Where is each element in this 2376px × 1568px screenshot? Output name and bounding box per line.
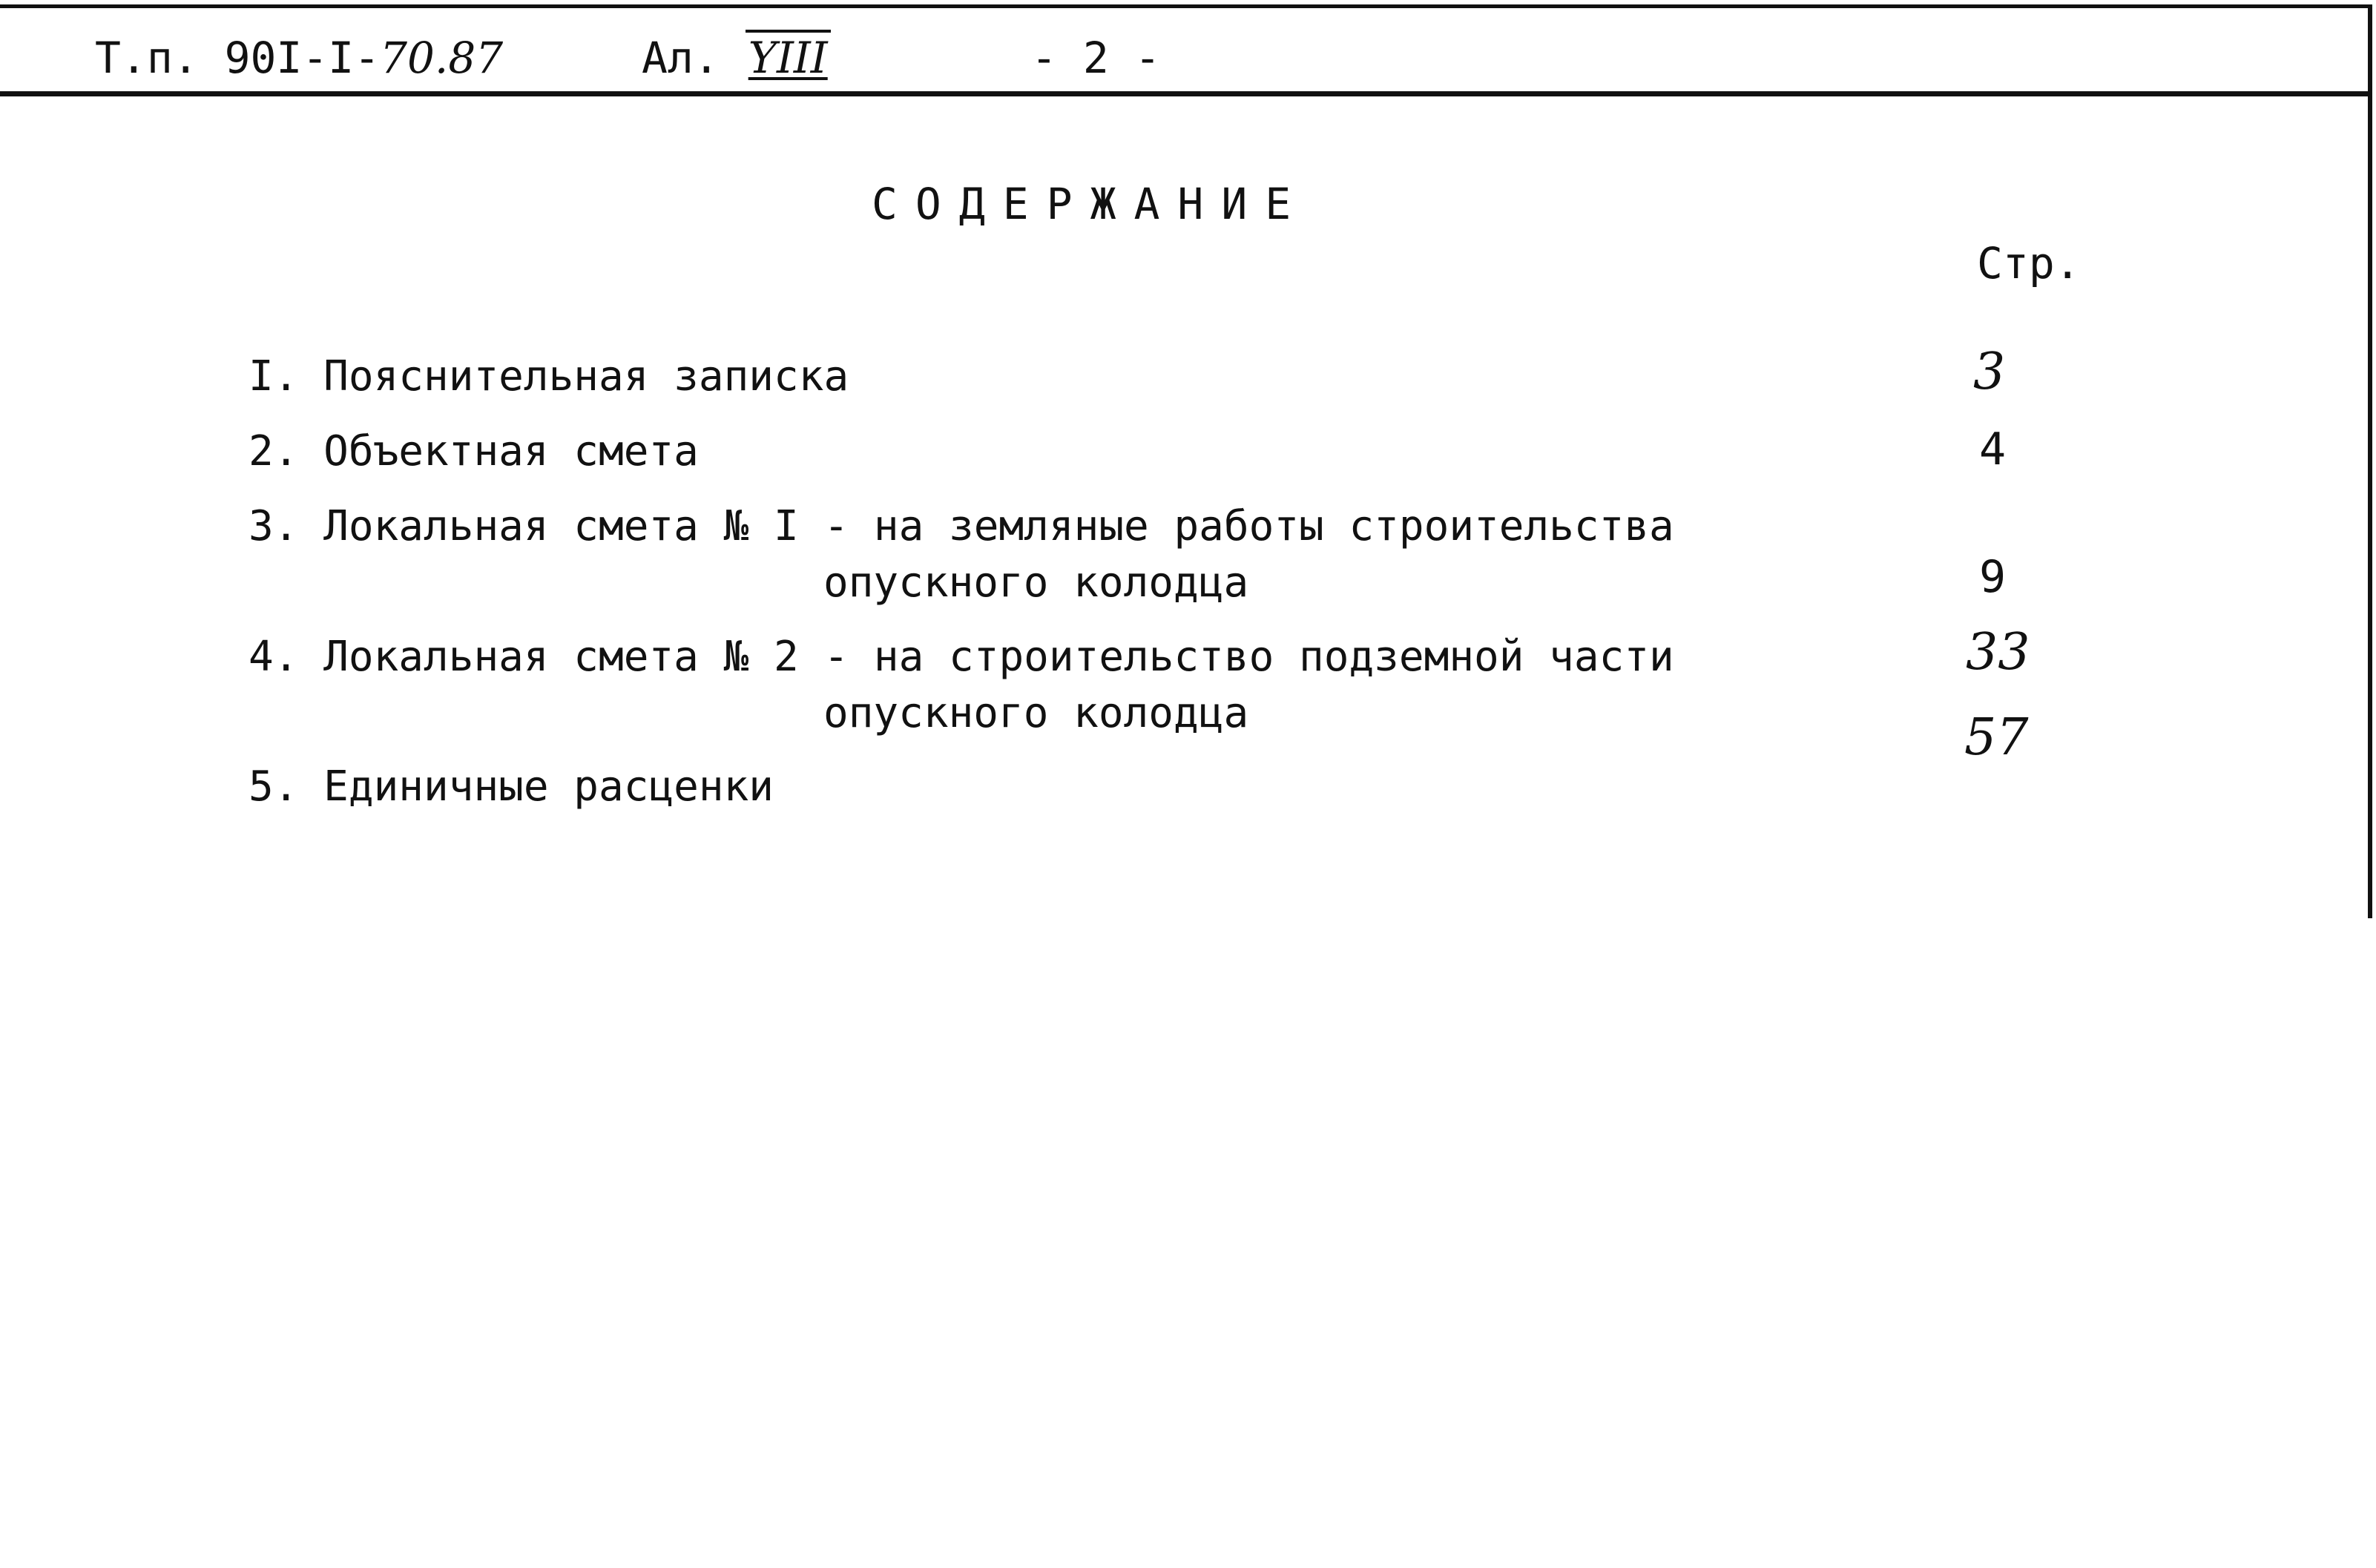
toc-item-continuation: опускного колодца [823, 689, 1249, 737]
toc-item-number: I. [249, 352, 299, 401]
toc-item-page: 9 [1979, 551, 2007, 603]
page-number: - 2 - [1031, 33, 1161, 83]
album-label: Ал. [642, 33, 720, 83]
toc-item-page: 33 [1966, 623, 2030, 682]
toc-item-2 [249, 424, 699, 480]
page-column-label: Стр. [1977, 238, 2081, 289]
header-rule [0, 91, 2372, 96]
toc-item-number: 5. [249, 762, 299, 811]
page-frame-right [2368, 4, 2372, 918]
toc-item-text: Объектная смета [323, 427, 699, 475]
toc-item-text: Локальная смета № I - на земляные работы строительства [323, 502, 1674, 550]
toc-item-5 [249, 759, 774, 815]
toc-item-4 [249, 629, 1674, 685]
toc-item-3 [249, 498, 1674, 555]
toc-item-1 [249, 349, 849, 405]
toc-item-page: 4 [1979, 424, 2007, 475]
toc-item-page: 57 [1964, 708, 2029, 767]
toc-item-number: 4. [249, 633, 299, 681]
toc-item-number: 3. [249, 502, 299, 550]
album-number: YIII [746, 30, 831, 83]
toc-item-continuation: опускного колодца [823, 559, 1249, 607]
series-prefix: Т.п. 90I-I- [95, 33, 381, 83]
toc-item-text: Пояснительная записка [323, 352, 849, 401]
page-frame-top [0, 4, 2372, 8]
toc-item-number: 2. [249, 427, 299, 475]
page-title: СОДЕРЖАНИЕ [872, 179, 1309, 229]
toc-item-text: Локальная смета № 2 - на строительство подземной части [323, 633, 1674, 681]
album-designation [642, 28, 831, 88]
toc-item-page: 3 [1973, 343, 2006, 401]
series-designation [95, 28, 503, 88]
series-number: 70.87 [380, 33, 504, 83]
toc-item-text: Единичные расценки [323, 762, 774, 811]
